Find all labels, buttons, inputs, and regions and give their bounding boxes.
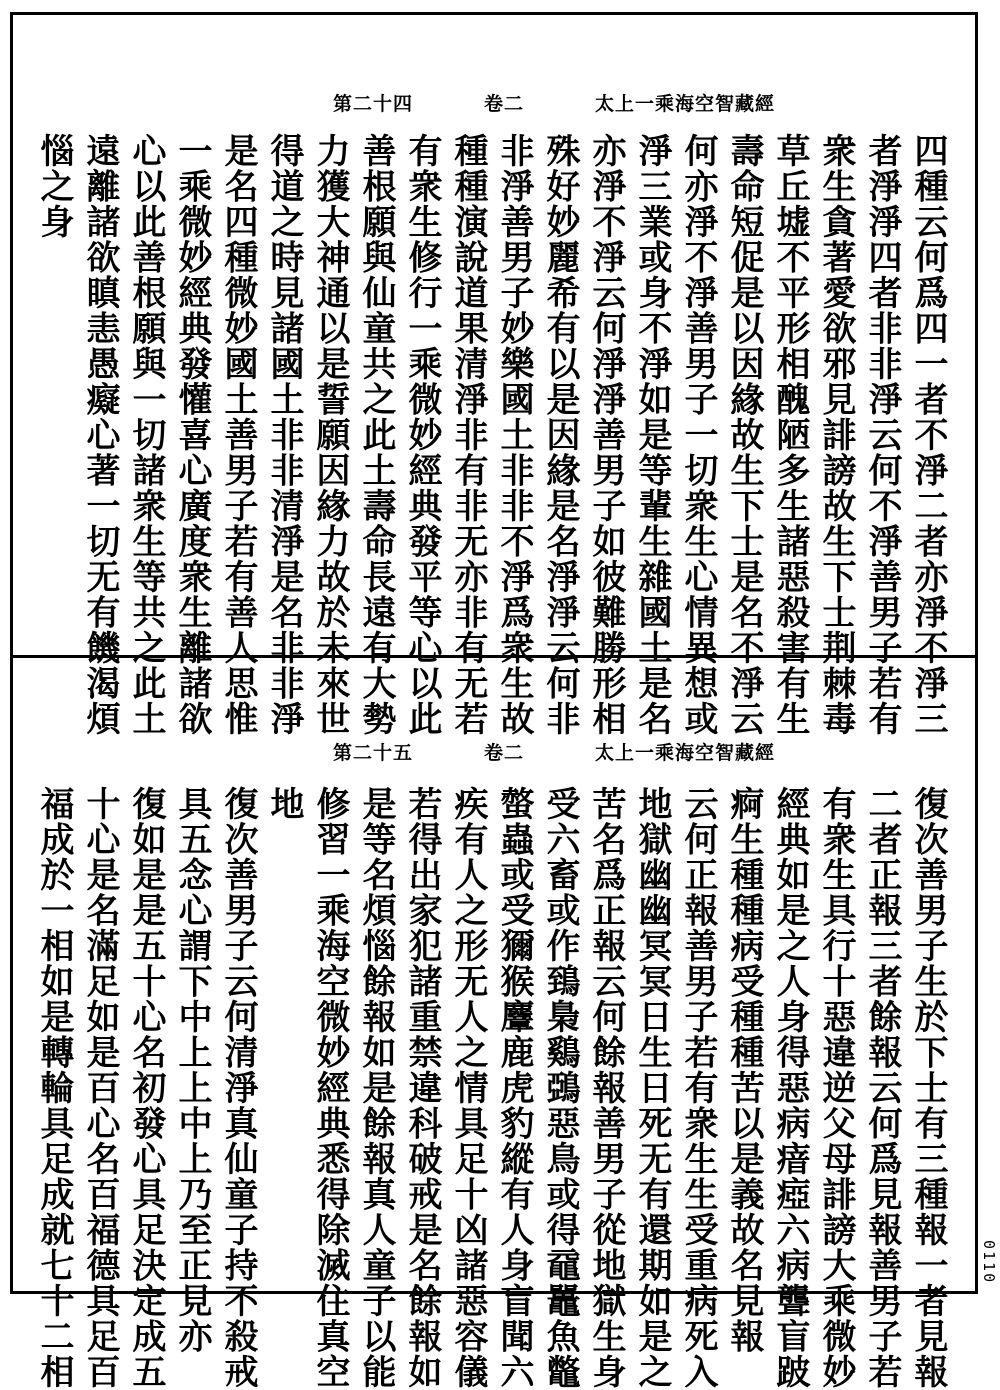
text-column: 種種演說道果清淨非有非无亦非有无若 xyxy=(448,133,488,737)
text-column: 心以此善根願與一切諸衆生等共之此土 xyxy=(126,133,166,737)
text-column: 非淨善男子妙樂國土非非不淨爲衆生故 xyxy=(494,133,534,737)
text-column: 地 xyxy=(264,786,304,822)
text-column: 遠離諸欲瞋恚愚癡心著一切无有饑渴煩 xyxy=(80,133,120,737)
text-column: 苦名爲正報云何餘報善男子從地獄生身 xyxy=(586,786,626,1390)
text-column: 殊好妙麗希有以是因緣是名淨淨云何非 xyxy=(540,133,580,737)
text-column: 一乘微妙經典發懽喜心廣度衆生離諸欲 xyxy=(172,133,212,737)
text-column: 是名四種微妙國土善男子若有善人思惟 xyxy=(218,133,258,737)
text-column: 惱之身 xyxy=(34,133,74,240)
text-column: 壽命短促是以因緣故生下士是名不淨云 xyxy=(724,133,764,737)
top-header-title: 太上一乘海空智藏經 xyxy=(594,93,775,115)
page-frame xyxy=(10,12,978,1390)
bottom-running-header xyxy=(333,738,775,765)
text-column: 復次善男子生於下士有三種報一者見報 xyxy=(908,786,948,1390)
text-column: 螫蟲或受獮猴麞鹿虎豹縱有人身盲聞六 xyxy=(494,786,534,1390)
text-column: 二者正報三者餘報云何爲見報善男子若 xyxy=(862,786,902,1390)
bottom-header-title: 太上一乘海空智藏經 xyxy=(594,742,775,764)
text-column: 復次善男子云何清淨真仙童子持不殺戒 xyxy=(218,786,258,1390)
text-column: 疾有人之形无人之情具足十凶諸惡容儀 xyxy=(448,786,488,1390)
top-running-header xyxy=(333,89,775,116)
top-panel xyxy=(13,15,975,737)
text-column: 善根願與仙童共之此土壽命長遠有大勢 xyxy=(356,133,396,737)
text-column: 者淨淨四者非非淨云何不淨善男子若有 xyxy=(862,133,902,737)
text-column: 修習一乘海空微妙經典悉得除滅住真空 xyxy=(310,786,350,1390)
text-column: 受六畜或作鵄梟鷄鵶惡鳥或得黿鼉魚鼈 xyxy=(540,786,580,1390)
text-column: 若得出家犯諸重禁違科破戒是名餘報如 xyxy=(402,786,442,1390)
bottom-text-columns xyxy=(31,786,951,1390)
text-column: 痾生種種病受種種苦以是義故名見報 xyxy=(724,786,764,1354)
text-column: 具五念心謂下中上上中上乃至正見亦 xyxy=(172,786,212,1354)
text-column: 福成於一相如是轉輪具足成就七十二相 xyxy=(34,786,74,1390)
text-column: 草丘墟不平形相醜陋多生諸惡殺害有生 xyxy=(770,133,810,737)
text-column: 經典如是之人身得惡病瘖瘂六病聾盲跛 xyxy=(770,786,810,1390)
top-header-chapter: 卷二 xyxy=(483,93,524,115)
text-column: 有衆生具行十惡違逆父母誹謗大乘微妙 xyxy=(816,786,856,1390)
top-text-columns xyxy=(31,133,951,737)
bottom-header-chapter: 卷二 xyxy=(483,742,524,764)
text-column: 十心是名滿足如是百心名百福德具足百 xyxy=(80,786,120,1390)
bottom-header-page: 第二十五 xyxy=(333,742,414,764)
top-header-page: 第二十四 xyxy=(333,93,414,115)
text-column: 淨三業或身不淨如是等輩生雜國土是名 xyxy=(632,133,672,737)
text-column: 是等名煩惱餘報如是餘報真人童子以能 xyxy=(356,786,396,1390)
text-column: 有衆生修行一乘微妙經典發平等心以此 xyxy=(402,133,442,737)
text-column: 復如是是五十心名初發心具足決定成五 xyxy=(126,786,166,1390)
bottom-panel xyxy=(13,655,975,1390)
text-column: 何亦淨不淨善男子一切衆生心情異想或 xyxy=(678,133,718,737)
text-column: 亦淨不淨云何淨淨善男子如彼難勝形相 xyxy=(586,133,626,737)
text-column: 衆生貪著愛欲邪見誹謗故生下士荆棘毒 xyxy=(816,133,856,737)
text-column: 地獄幽幽冥冥日生日死无有還期如是之 xyxy=(632,786,672,1390)
text-column: 得道之時見諸國土非非清淨是名非非淨 xyxy=(264,133,304,737)
text-column: 四種云何爲四一者不淨二者亦淨不淨三 xyxy=(908,133,948,737)
text-column: 力獲大神通以是誓願因緣力故於未來世 xyxy=(310,133,350,737)
text-column: 云何正報善男子若有衆生生受重病死入 xyxy=(678,786,718,1390)
margin-page-number: 0110 xyxy=(980,1240,998,1285)
